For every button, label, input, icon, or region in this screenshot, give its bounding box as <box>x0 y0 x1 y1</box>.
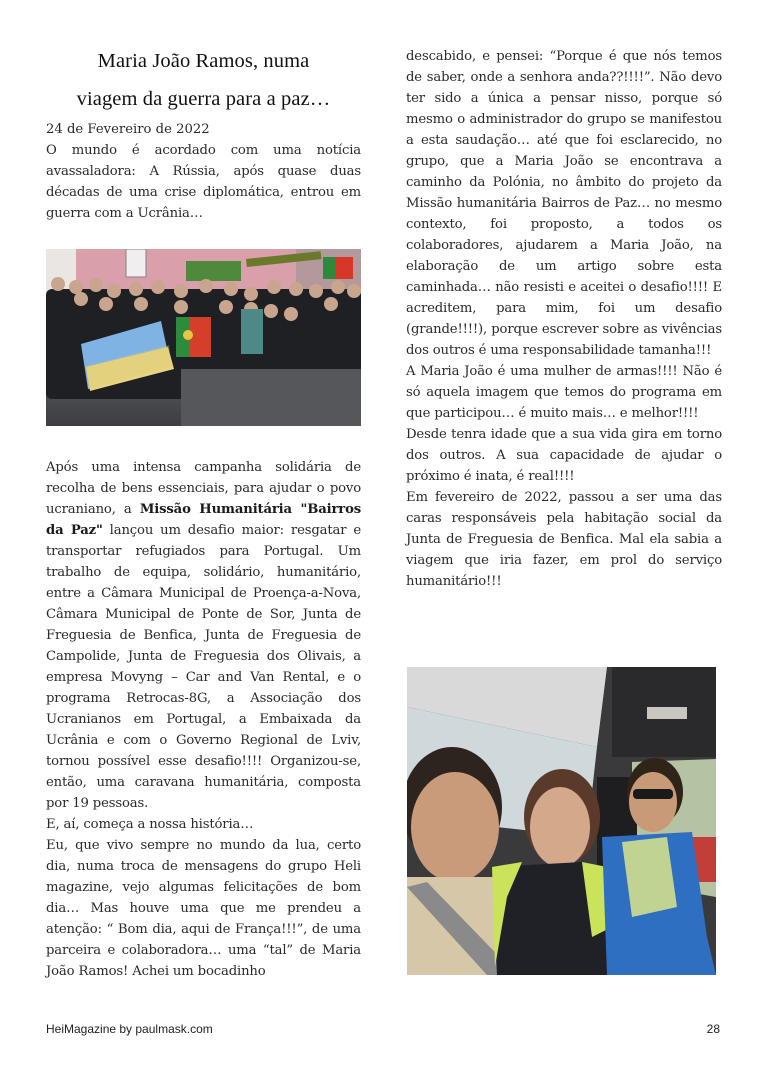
character-paragraph: A Maria João é uma mulher de armas!!!! Não é só aquela imagem que temos do programa em que participou… é muito mais… e melhor!!!! <box>406 364 722 421</box>
mission-name: Missão Humanitária "Bairros da Paz" <box>46 502 362 538</box>
title-line-1: Maria João Ramos, numa <box>97 50 310 72</box>
role-paragraph: Em fevereiro de 2022, passou a ser uma das caras responsáveis pela habitação social da Junta de Freguesia de Benfica. Mal ela sabia a viagem que iria fazer, em prol do serviço humanitário!!! <box>406 490 722 589</box>
title-line-2: viagem da guerra para a paz… <box>76 88 331 110</box>
van-selfie-photo <box>407 667 716 975</box>
article-title <box>46 42 361 118</box>
message-paragraph: Eu, que vivo sempre no mundo da lua, certo dia, numa troca de mensagens do grupo Heli magazine, vejo algumas felicitações de bom dia… Mas houve uma que me prendeu a atenção: “ Bom dia, aqui de França!!!”, de uma parceira e colaboradora… uma “tal” de Maria João Ramos! Achei um bocadinho <box>46 838 361 979</box>
mission-text-end: lançou um desafio maior: resgatar e transportar refugiados para Portugal. Um trabalho de equipa, solidário, humanitário, entre a Câmara Municipal de Proença-a-Nova, Câmara Municipal de Ponte de Sor, Junta de Freguesia de Benfica, Junta de Freguesia de Campolide, Junta de Freguesia dos Olivais, a empresa Movyng – Car and Van Rental, e o programa Retrocas-8G, a Associação dos Ucranianos em Portugal, a Embaixada da Ucrânia e com o Governo Regional de Lviv, tornou possível esse desafio!!!! Organizou-se, então, uma caravana humanitária, composta por 19 pessoas. <box>46 523 361 811</box>
mission-paragraph <box>46 457 361 814</box>
publication-name: HeiMagazine by paulmask.com <box>46 1022 213 1036</box>
group-photo <box>46 249 361 426</box>
left-column <box>46 42 361 982</box>
page-footer <box>46 1022 720 1036</box>
intro-paragraph: O mundo é acordado com uma notícia avassaladora: A Rússia, após quase duas décadas de uma crise diplomática, entrou em guerra com a Ucrânia… <box>46 143 361 221</box>
page-number: 28 <box>706 1022 720 1036</box>
reaction-paragraph: descabido, e pensei: “Porque é que nós temos de saber, onde a senhora anda??!!!!”. Não devo ter sido a única a pensar nisso, porque só mesmo o administrador do grupo se manifestou a esta saudação… até que foi esclarecido, no grupo, que a Maria João se encontrava a caminho da Polónia, no âmbito do projeto da Missão humanitária Bairros de Paz… no mesmo contexto, foi proposto, a todos os colaboradores, ajudarem a Maria João, na elaboração de um artigo sobre esta caminhada… não resisti e aceitei o desafio!!!! E acreditem, para mim, foi um desafio (grande!!!!), porque escrever sobre as vivências dos outros é uma responsabilidade tamanha!!! <box>406 49 722 358</box>
right-column <box>406 46 722 592</box>
mission-text-start: Após uma intensa campanha solidária de recolha de bens essenciais, para ajudar o povo ucraniano, a <box>46 460 361 517</box>
background-paragraph: Desde tenra idade que a sua vida gira em torno dos outros. A sua capacidade de ajudar o próximo é inata, é real!!!! <box>406 427 722 484</box>
article-date: 24 de Fevereiro de 2022 <box>46 122 210 137</box>
story-start-paragraph: E, aí, começa a nossa história… <box>46 817 254 832</box>
